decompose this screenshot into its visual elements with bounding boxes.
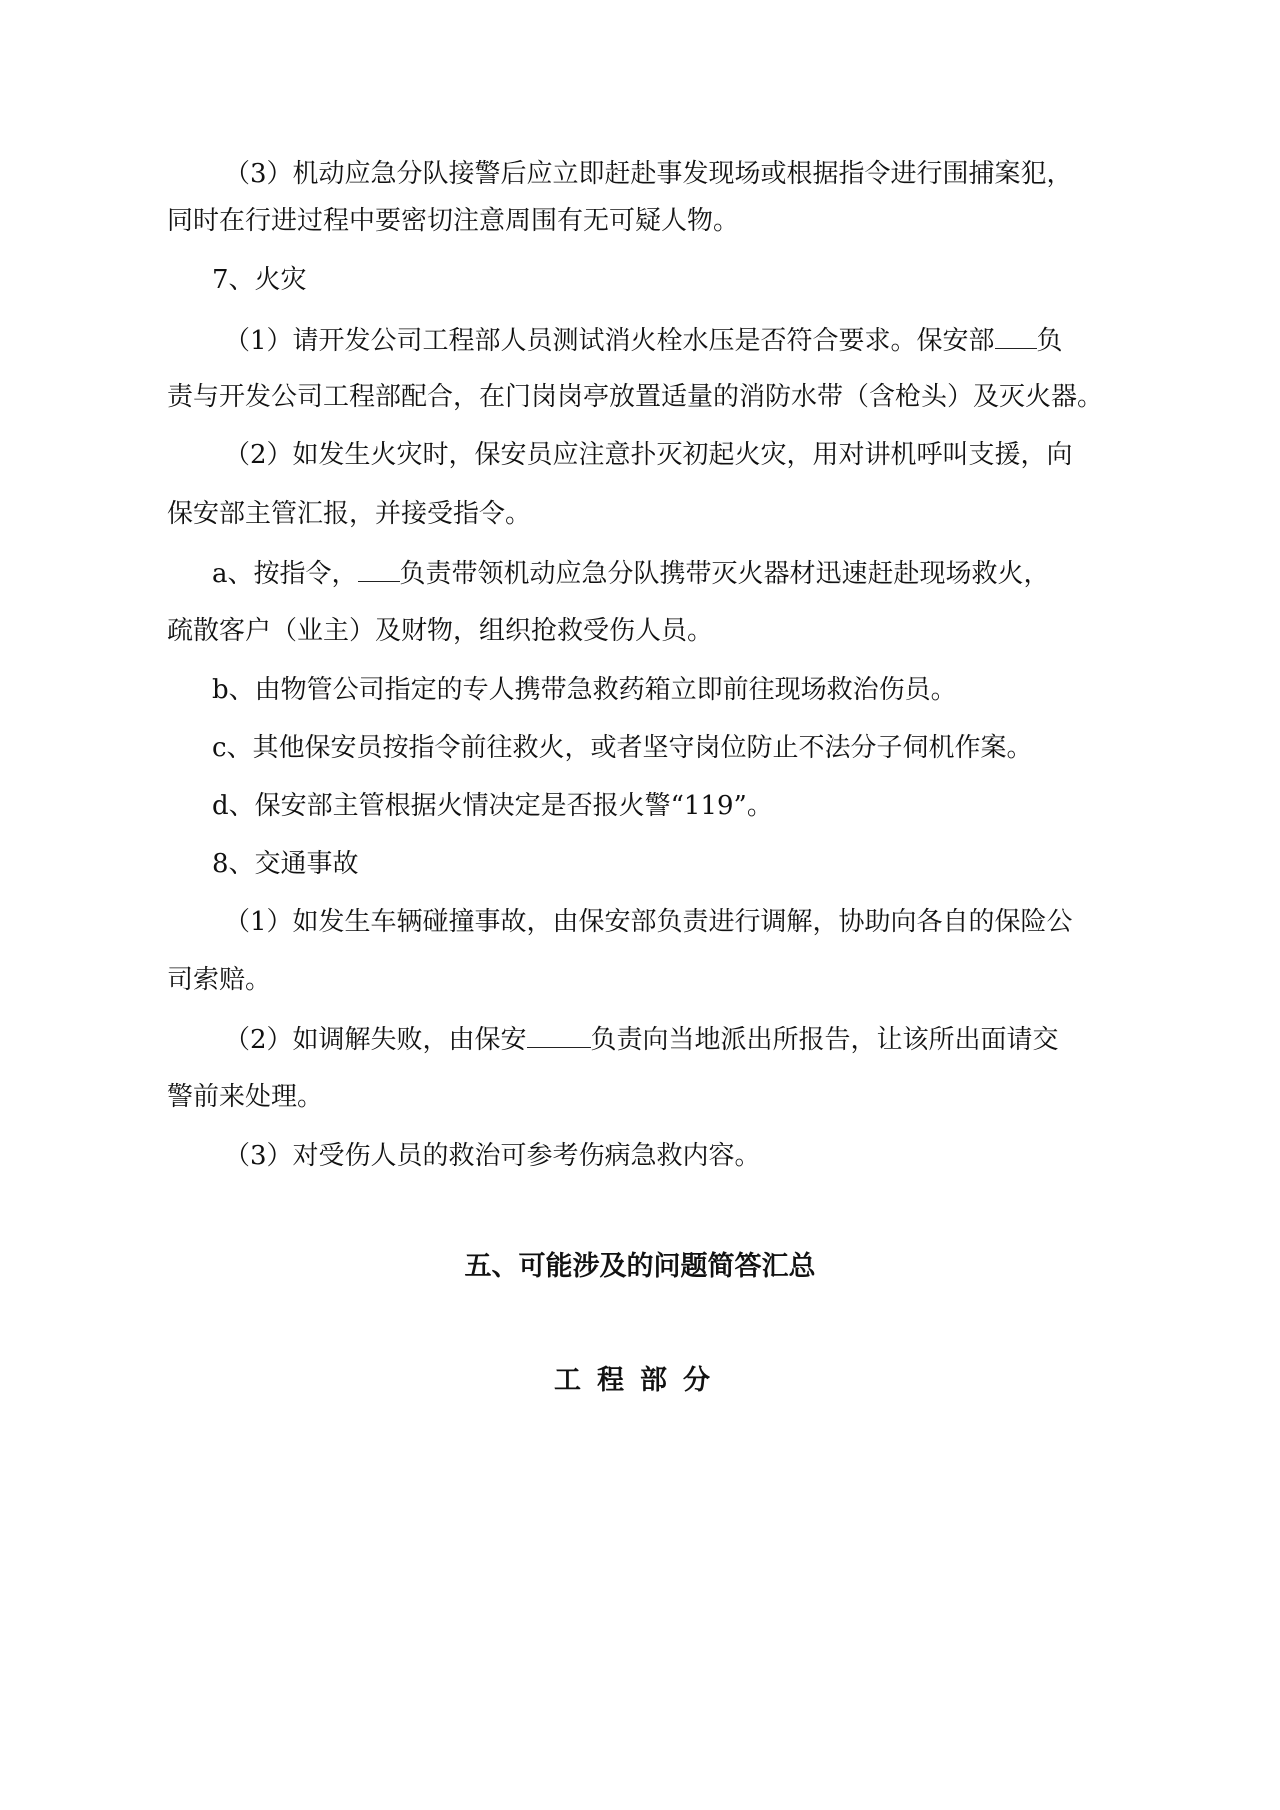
paragraph-line: 警前来处理。 bbox=[167, 1082, 324, 1112]
paragraph-text: （2）如调解失败，由保安 bbox=[224, 1025, 527, 1055]
paragraph-line: 保安部主管汇报，并接受指令。 bbox=[167, 499, 532, 529]
paragraph-line: 同时在行进过程中要密切注意周围有无可疑人物。 bbox=[167, 206, 740, 236]
paragraph-text: a、按指令， bbox=[212, 559, 358, 589]
engineering-part-heading: 工程部分 bbox=[554, 1365, 726, 1396]
paragraph-line: 责与开发公司工程部配合，在门岗岗亭放置适量的消防水带（含枪头）及灭火器。 bbox=[167, 382, 1104, 412]
paragraph-text: （1）请开发公司工程部人员测试消火栓水压是否符合要求。保安部 bbox=[224, 326, 995, 356]
paragraph-line: d、保安部主管根据火情决定是否报火警“119”。 bbox=[212, 791, 773, 821]
paragraph-text: 负 bbox=[1036, 326, 1063, 356]
paragraph-line: 司索赔。 bbox=[167, 965, 272, 995]
fill-blank bbox=[995, 320, 1037, 349]
paragraph-line: c、其他保安员按指令前往救火，或者坚守岗位防止不法分子伺机作案。 bbox=[212, 733, 1033, 763]
paragraph-text: 负责带领机动应急分队携带灭火器材迅速赶赴现场救火， bbox=[399, 559, 1050, 589]
paragraph-line bbox=[212, 553, 1050, 593]
paragraph-line bbox=[224, 1019, 1059, 1059]
paragraph-line: b、由物管公司指定的专人携带急救药箱立即前往现场救治伤员。 bbox=[212, 675, 957, 705]
paragraph-text: 负责向当地派出所报告，让该所出面请交 bbox=[590, 1025, 1059, 1055]
paragraph-line bbox=[224, 320, 1063, 360]
paragraph-line: （3）对受伤人员的救治可参考伤病急救内容。 bbox=[224, 1141, 761, 1171]
fill-blank bbox=[527, 1019, 591, 1048]
paragraph-line: （3）机动应急分队接警后应立即赶赴事发现场或根据指令进行围捕案犯， bbox=[224, 159, 1073, 189]
section-heading-8: 8、交通事故 bbox=[212, 849, 359, 879]
paragraph-line: （2）如发生火灾时，保安员应注意扑灭初起火灾，用对讲机呼叫支援，向 bbox=[224, 440, 1073, 470]
section-5-heading: 五、可能涉及的问题简答汇总 bbox=[464, 1251, 816, 1282]
fill-blank bbox=[358, 553, 400, 582]
section-heading-7: 7、火灾 bbox=[212, 265, 307, 295]
paragraph-line: （1）如发生车辆碰撞事故，由保安部负责进行调解，协助向各自的保险公 bbox=[224, 907, 1073, 937]
paragraph-line: 疏散客户（业主）及财物，组织抢救受伤人员。 bbox=[167, 616, 714, 646]
